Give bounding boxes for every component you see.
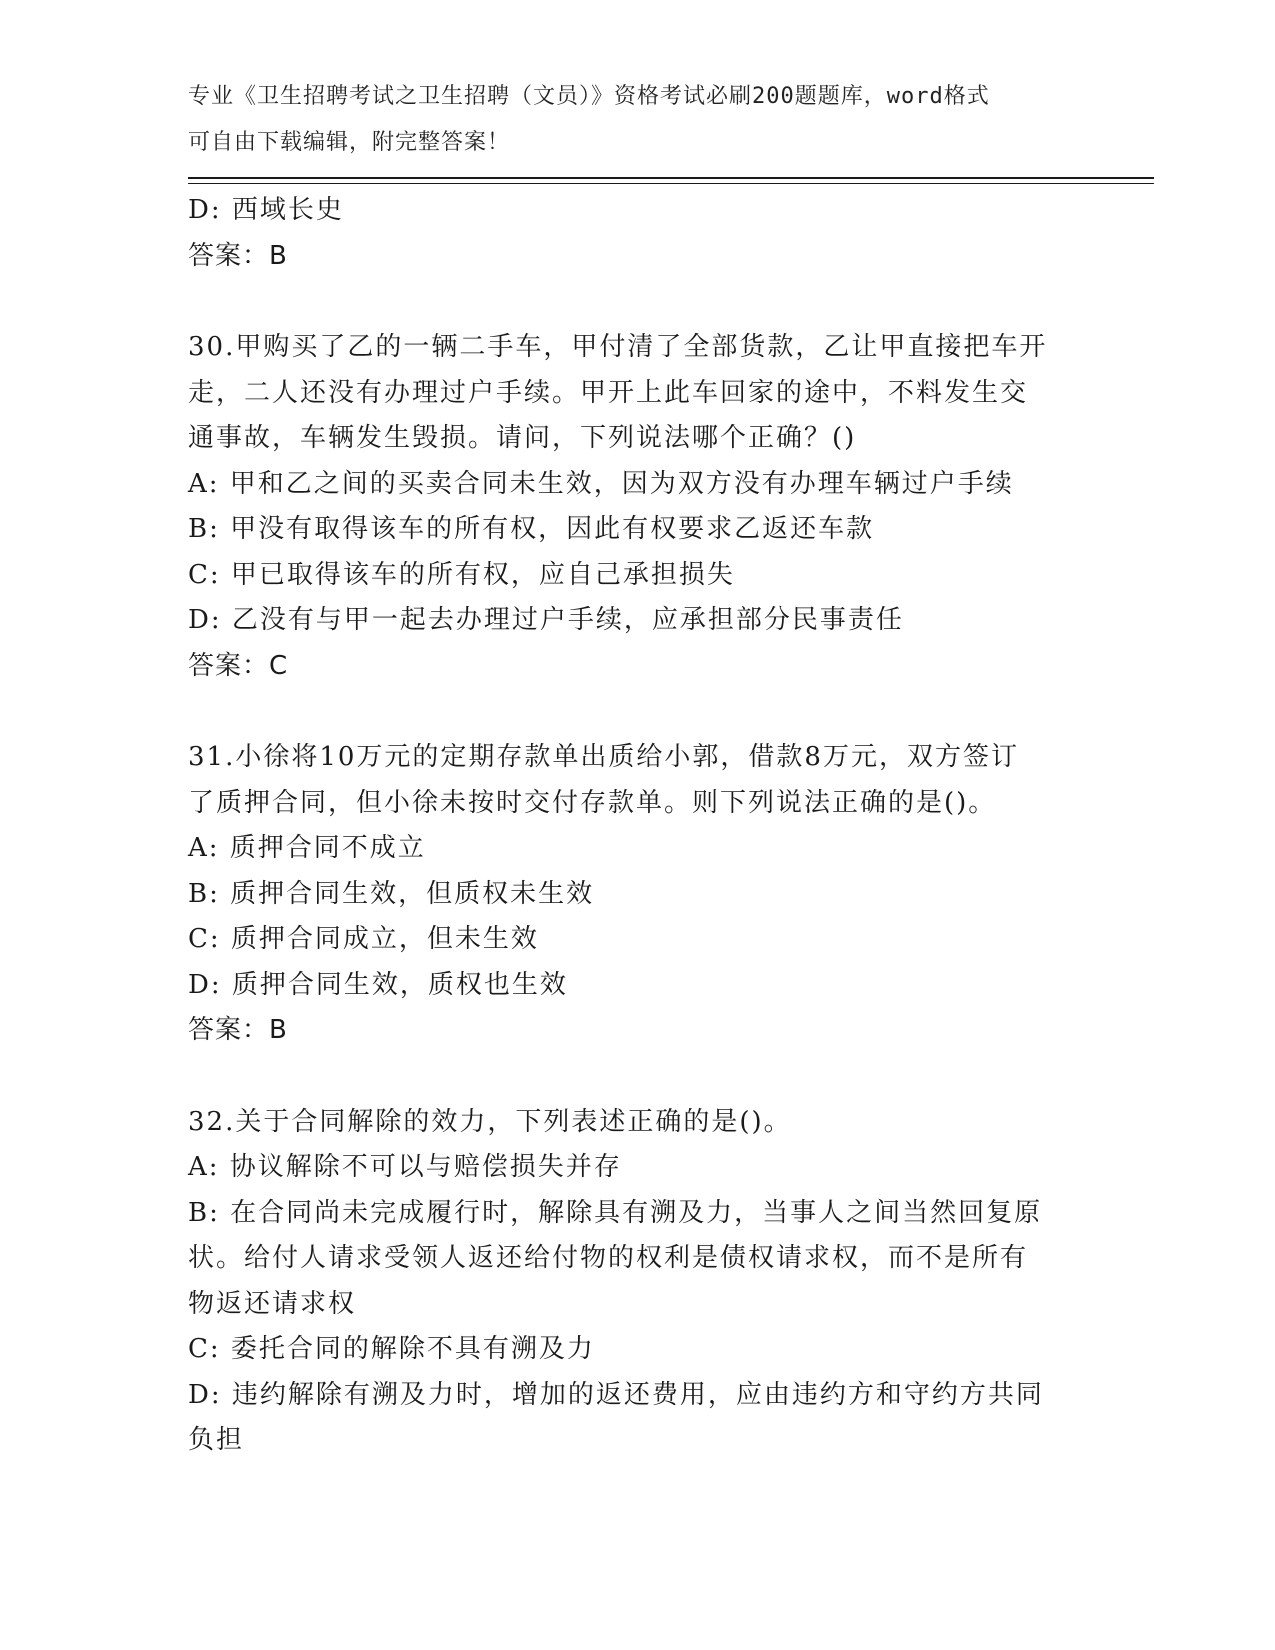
option-a: A: 甲和乙之间的买卖合同未生效，因为双方没有办理车辆过户手续 bbox=[188, 468, 1014, 499]
option-b-continued: 状。给付人请求受领人返还给付物的权利是债权请求权，而不是所有 bbox=[188, 1243, 1029, 1273]
question-stem-line: 31.小徐将10万元的定期存款单出质给小郭，借款8万元，双方签订 bbox=[188, 742, 1019, 772]
question-30 bbox=[188, 325, 1088, 689]
header-title-line-1: 专业《卫生招聘考试之卫生招聘（文员）》资格考试必刷200题题库，word格式 bbox=[188, 84, 990, 109]
question-stem-line: 走，二人还没有办理过户手续。甲开上此车回家的途中，不料发生交 bbox=[188, 377, 1029, 408]
question-stem-line: 30.甲购买了乙的一辆二手车，甲付清了全部货款，乙让甲直接把车开 bbox=[188, 332, 1048, 362]
header-rule-thin bbox=[188, 183, 1154, 184]
question-stem-line: 通事故，车辆发生毁损。请问，下列说法哪个正确？() bbox=[188, 423, 857, 453]
header-rule-thick bbox=[188, 177, 1154, 179]
option-d-continued: 负担 bbox=[188, 1425, 245, 1455]
option-c: C: 甲已取得该车的所有权，应自己承担损失 bbox=[188, 559, 735, 590]
prev-option-d: D: 西域长史 bbox=[188, 195, 344, 225]
option-d: D: 乙没有与甲一起去办理过户手续，应承担部分民事责任 bbox=[188, 605, 904, 635]
option-a: A: 质押合同不成立 bbox=[188, 833, 426, 863]
question-content bbox=[188, 188, 1088, 1464]
prev-answer: 答案：B bbox=[188, 240, 288, 271]
option-b: B: 甲没有取得该车的所有权，因此有权要求乙返还车款 bbox=[188, 514, 875, 544]
answer: 答案：B bbox=[188, 1015, 288, 1045]
option-a: A: 协议解除不可以与赔偿损失并存 bbox=[188, 1152, 622, 1182]
option-c: C: 委托合同的解除不具有溯及力 bbox=[188, 1334, 595, 1364]
option-d: D: 质押合同生效，质权也生效 bbox=[188, 969, 568, 1000]
option-d: D: 违约解除有溯及力时，增加的返还费用，应由违约方和守约方共同 bbox=[188, 1379, 1044, 1410]
option-b: B: 在合同尚未完成履行时，解除具有溯及力，当事人之间当然回复原 bbox=[188, 1197, 1043, 1228]
question-31 bbox=[188, 735, 1088, 1054]
page-header bbox=[188, 74, 1088, 165]
question-stem-line: 32.关于合同解除的效力，下列表述正确的是()。 bbox=[188, 1106, 792, 1137]
option-b: B: 质押合同生效，但质权未生效 bbox=[188, 878, 595, 909]
question-32 bbox=[188, 1100, 1088, 1464]
header-title-line-2: 可自由下载编辑，附完整答案！ bbox=[188, 129, 511, 155]
option-c: C: 质押合同成立，但未生效 bbox=[188, 924, 539, 954]
answer: 答案：C bbox=[188, 650, 289, 681]
question-stem-line: 了质押合同，但小徐未按时交付存款单。则下列说法正确的是()。 bbox=[188, 787, 997, 818]
option-b-continued: 物返还请求权 bbox=[188, 1288, 357, 1319]
